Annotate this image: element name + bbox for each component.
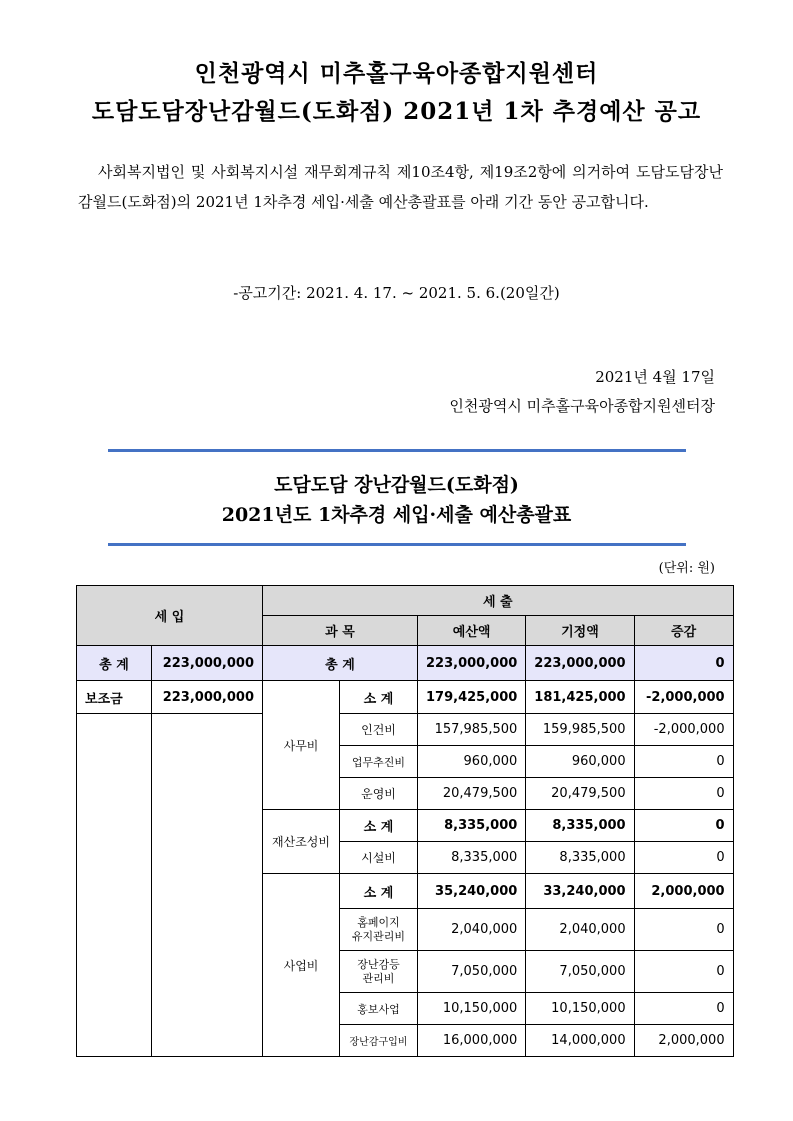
- item-budget: 16,000,000: [418, 1025, 526, 1057]
- item-existing: 7,050,000: [526, 951, 634, 993]
- item-existing: 8,335,000: [526, 810, 634, 842]
- notice-signer: 인천광역시 미추홀구육아종합지원센터장: [449, 397, 715, 415]
- item-budget: 7,050,000: [418, 951, 526, 993]
- item-budget: 960,000: [418, 746, 526, 778]
- summary-title-line2: 2021년도 1차추경 세입·세출 예산총괄표: [221, 504, 572, 526]
- item-name-line2: 관리비: [362, 971, 395, 985]
- item-change: 0: [634, 842, 733, 874]
- item-existing: 960,000: [526, 746, 634, 778]
- item-budget: 35,240,000: [418, 874, 526, 909]
- item-name: 업무추진비: [340, 746, 418, 778]
- change-header: 증감: [634, 616, 733, 646]
- item-budget: 8,335,000: [418, 842, 526, 874]
- item-name-line1: 홈페이지: [357, 915, 400, 929]
- item-change: 0: [634, 909, 733, 951]
- unit-label: (단위: 원): [658, 561, 715, 576]
- notice-date: 2021년 4월 17일: [595, 368, 715, 386]
- document-title-line1: 인천광역시 미추홀구육아종합지원센터: [194, 60, 599, 87]
- revenue-item-label: 보조금: [77, 681, 152, 714]
- group-name: 사무비: [263, 681, 340, 810]
- item-name: 소 계: [340, 874, 418, 909]
- item-existing: 33,240,000: [526, 874, 634, 909]
- expenditure-header: 세 출: [263, 586, 734, 616]
- item-change: 0: [634, 746, 733, 778]
- item-name: 홍보사업: [340, 993, 418, 1025]
- item-change: -2,000,000: [634, 681, 733, 714]
- item-existing: 2,040,000: [526, 909, 634, 951]
- total-expenditure-label: 총 계: [263, 646, 418, 681]
- budget-summary-table: [76, 585, 734, 1057]
- budget-header: 예산액: [418, 616, 526, 646]
- item-existing: 14,000,000: [526, 1025, 634, 1057]
- item-name: 소 계: [340, 810, 418, 842]
- total-revenue-amount: 223,000,000: [152, 646, 263, 681]
- item-change: 2,000,000: [634, 1025, 733, 1057]
- revenue-item-amount: 223,000,000: [152, 681, 263, 714]
- item-name: 소 계: [340, 681, 418, 714]
- existing-header: 기정액: [526, 616, 634, 646]
- total-existing: 223,000,000: [526, 646, 634, 681]
- revenue-header: 세 입: [77, 586, 263, 646]
- total-change: 0: [634, 646, 733, 681]
- item-existing: 20,479,500: [526, 778, 634, 810]
- item-name: 장난감구입비: [340, 1025, 418, 1057]
- item-budget: 20,479,500: [418, 778, 526, 810]
- item-name: [340, 909, 418, 951]
- item-name: 인건비: [340, 714, 418, 746]
- notice-period: -공고기간: 2021. 4. 17. ~ 2021. 5. 6.(20일간): [233, 284, 560, 302]
- item-budget: 2,040,000: [418, 909, 526, 951]
- item-name-line1: 장난감등: [357, 957, 400, 971]
- item-change: 2,000,000: [634, 874, 733, 909]
- top-divider: [108, 449, 686, 452]
- bottom-divider: [108, 543, 686, 546]
- item-change: 0: [634, 993, 733, 1025]
- total-budget: 223,000,000: [418, 646, 526, 681]
- subject-header: 과 목: [263, 616, 418, 646]
- item-change: 0: [634, 810, 733, 842]
- item-existing: 8,335,000: [526, 842, 634, 874]
- item-change: 0: [634, 778, 733, 810]
- document-title-line2: 도담도담장난감월드(도화점) 2021년 1차 추경예산 공고: [91, 98, 702, 125]
- revenue-empty-cell: [77, 714, 152, 1057]
- item-name-line2: 유지관리비: [351, 929, 406, 943]
- item-existing: 181,425,000: [526, 681, 634, 714]
- item-change: -2,000,000: [634, 714, 733, 746]
- total-revenue-label: 총 계: [77, 646, 152, 681]
- group-name: 사업비: [263, 874, 340, 1057]
- item-existing: 159,985,500: [526, 714, 634, 746]
- summary-title-line1: 도담도담 장난감월드(도화점): [274, 474, 519, 496]
- item-budget: 8,335,000: [418, 810, 526, 842]
- item-name: 운영비: [340, 778, 418, 810]
- item-name: [340, 951, 418, 993]
- notice-paragraph: 사회복지법인 및 사회복지시설 재무회계규칙 제10조4항, 제19조2항에 의거하여 도담도담장난감월드(도화점)의 2021년 1차추경 세입·세출 예산총괄표를 아래 기간 동안 공고합니다.: [78, 163, 723, 211]
- item-budget: 157,985,500: [418, 714, 526, 746]
- group-name: 재산조성비: [263, 810, 340, 874]
- revenue-empty-cell: [152, 714, 263, 1057]
- item-existing: 10,150,000: [526, 993, 634, 1025]
- item-budget: 10,150,000: [418, 993, 526, 1025]
- item-change: 0: [634, 951, 733, 993]
- item-name: 시설비: [340, 842, 418, 874]
- item-budget: 179,425,000: [418, 681, 526, 714]
